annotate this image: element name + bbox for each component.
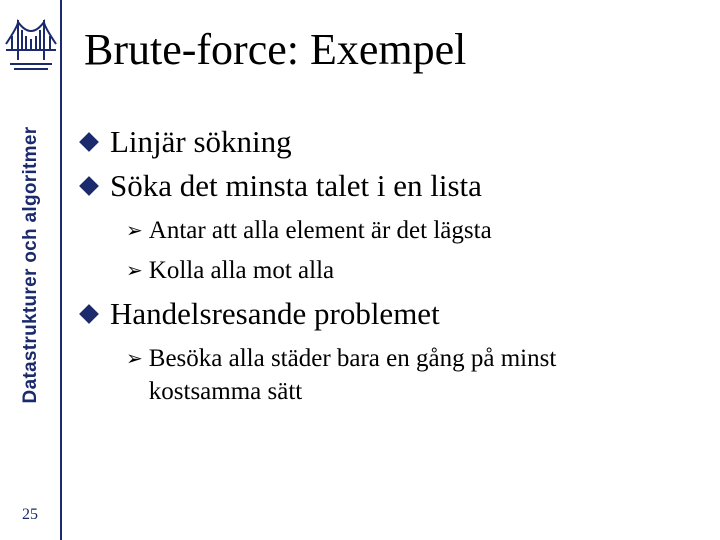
sub-bullet-text: Kolla alla mot alla [148, 257, 335, 284]
sidebar [0, 0, 62, 540]
bullet-item [78, 296, 440, 332]
bridge-logo-icon [4, 14, 58, 74]
arrow-bullet-icon: ➢ [126, 218, 143, 242]
course-title: Datastrukturer och algoritmer [20, 126, 41, 404]
arrow-bullet-icon: ➢ [126, 258, 143, 282]
sub-bullet-item [126, 342, 629, 408]
diamond-bullet-icon [79, 176, 99, 196]
bullet-text: Söka det minsta talet i en lista [110, 168, 482, 203]
bullet-text: Linjär sökning [110, 124, 292, 159]
bullet-item [78, 124, 292, 160]
diamond-bullet-icon [79, 304, 99, 324]
sub-bullet-text: Antar att alla element är det lägsta [148, 217, 492, 244]
diamond-bullet-icon [79, 132, 99, 152]
slide-title: Brute-force: Exempel [84, 25, 467, 74]
page-number: 25 [22, 506, 38, 523]
sub-bullet-text: Besöka alla städer bara en gång på minst kostsamma sätt [148, 345, 557, 405]
sub-bullet-item [126, 254, 334, 287]
arrow-bullet-icon: ➢ [126, 346, 143, 370]
bullet-text: Handelsresande problemet [110, 296, 440, 331]
bullet-item [78, 168, 482, 204]
sub-bullet-item [126, 214, 492, 247]
